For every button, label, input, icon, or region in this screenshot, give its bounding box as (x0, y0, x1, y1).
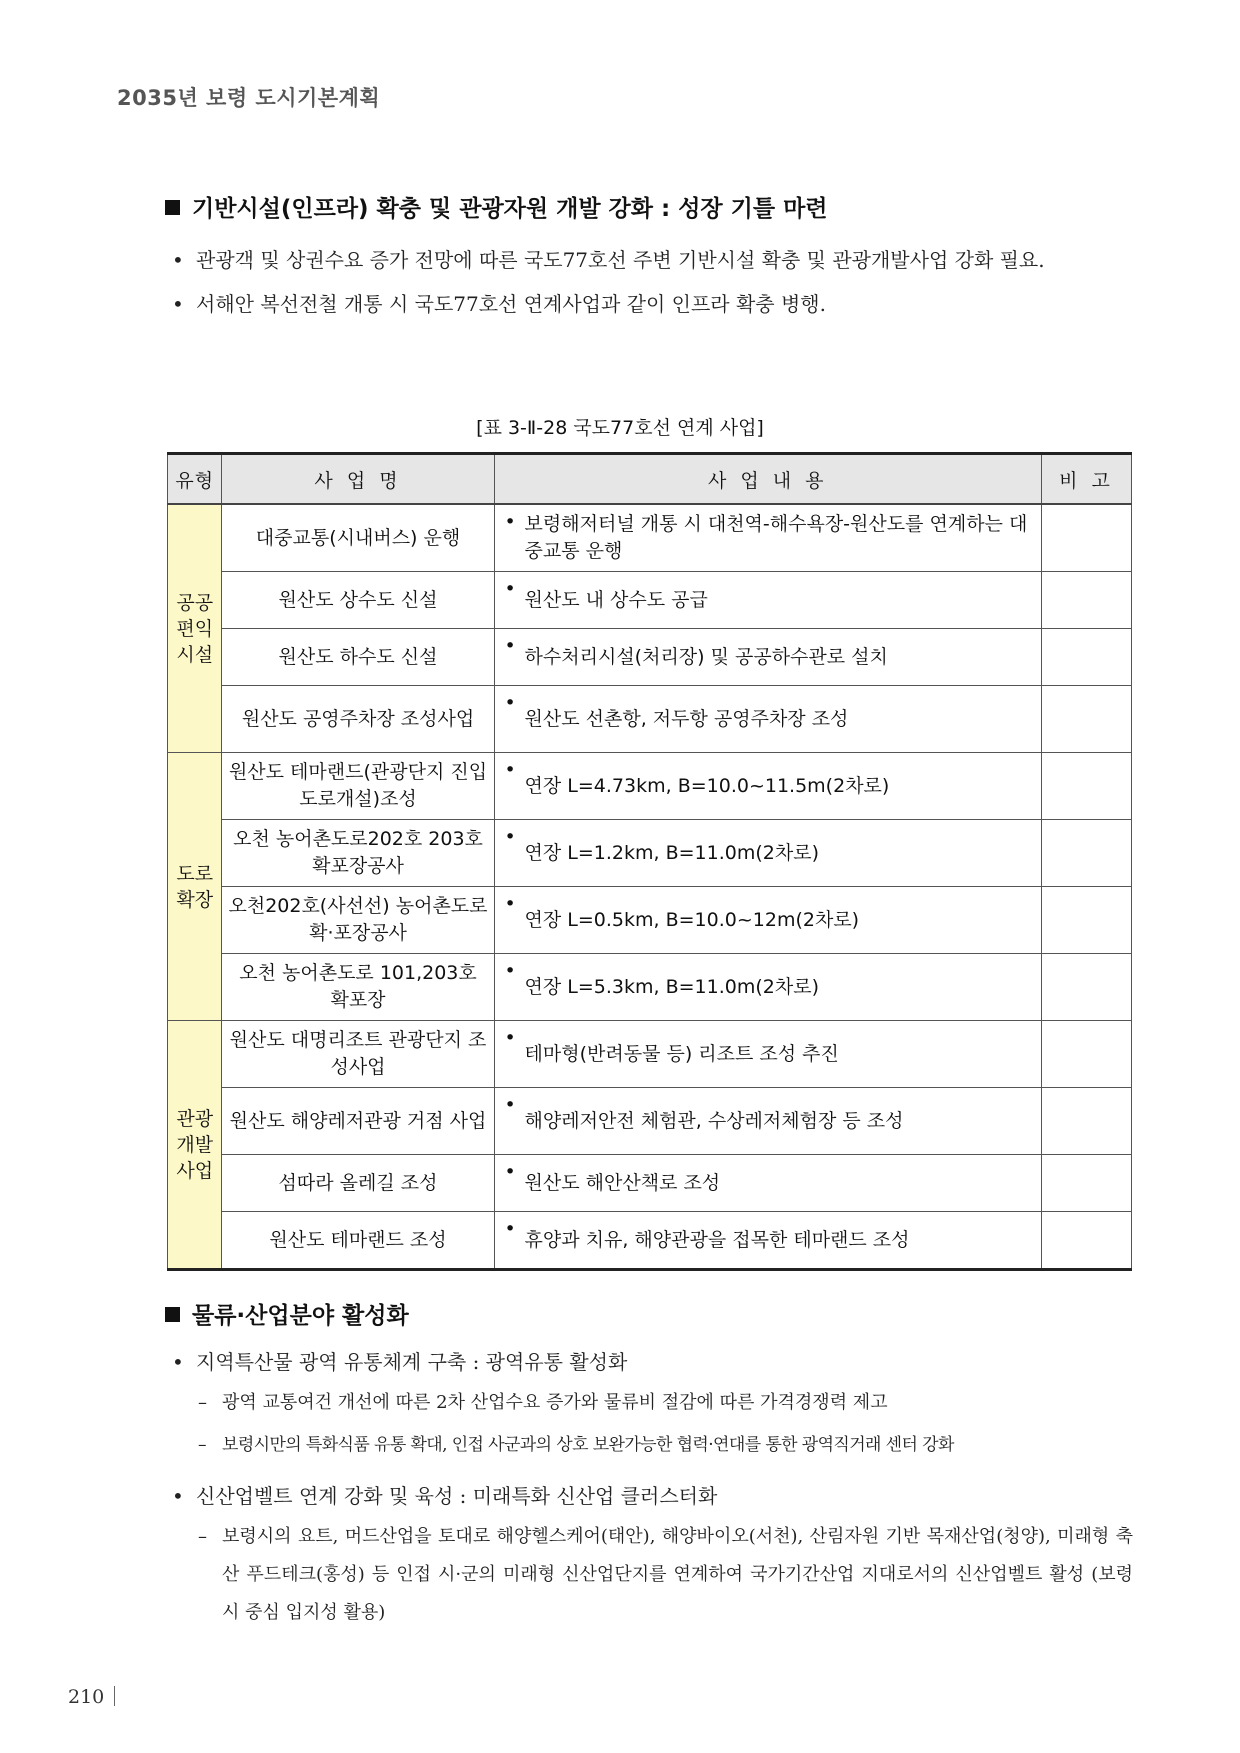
table-row (168, 572, 1132, 629)
bullet-item: • 신산업벨트 연계 강화 및 육성 : 미래특화 신산업 클러스터화 (170, 1478, 1130, 1514)
project-name: 원산도 해양레저관광 거점 사업 (222, 1088, 494, 1155)
project-note (1042, 954, 1132, 1021)
header-type: 유형 (168, 454, 222, 505)
running-header-title: 2035년 보령 도시기본계획 (117, 86, 381, 110)
sub-item: – 광역 교통여건 개선에 따른 2차 산업수요 증가와 물류비 절감에 따른 가격경쟁력 제고 (198, 1385, 1133, 1421)
header-note: 비 고 (1042, 454, 1132, 505)
project-content: • 하수처리시설(처리장) 및 공공하수관로 설치 (494, 629, 1041, 686)
sub-item: – 보령시만의 특화식품 유통 확대, 인접 사군과의 상호 보완가능한 협력·연대를 통한 광역직거래 센터 강화 (198, 1427, 1133, 1463)
project-content: • 테마형(반려동물 등) 리조트 조성 추진 (494, 1021, 1041, 1088)
type-line: 관광 (176, 1107, 214, 1130)
type-line: 편익 (176, 617, 214, 640)
project-content: • 휴양과 치유, 해양관광을 접목한 테마랜드 조성 (494, 1212, 1041, 1270)
table-row (168, 1212, 1132, 1270)
project-name: 섬따라 올레길 조성 (222, 1155, 494, 1212)
page-divider (114, 1686, 115, 1706)
section-heading-text: 기반시설(인프라) 확충 및 관광자원 개발 강화 : 성장 기틀 마련 (192, 196, 828, 222)
project-content: • 해양레저안전 체험관, 수상레저체험장 등 조성 (494, 1088, 1041, 1155)
header-content: 사 업 내 용 (494, 454, 1041, 505)
project-note (1042, 1088, 1132, 1155)
section2-sub-list (198, 1385, 1133, 1469)
project-name: 원산도 대명리조트 관광단지 조성사업 (222, 1021, 494, 1088)
bullet-item: • 서해안 복선전철 개통 시 국도77호선 연계사업과 같이 인프라 확충 병행. (170, 286, 1130, 322)
type-line: 공공 (176, 591, 214, 614)
sub-item: – 보령시의 요트, 머드산업을 토대로 해양헬스케어(태안), 해양바이오(서천), 산림자원 기반 목재산업(청양), 미래형 축산 푸드테크(홍성) 등 인접 시·군의 미래형 신산업단지를 연계하여 국가기간산업 지대로서의 신산업벨트 활성 (보령시 중심 입지성 활용) (198, 1518, 1133, 1632)
project-note (1042, 753, 1132, 820)
table-row (168, 753, 1132, 820)
bullet-item: • 관광객 및 상권수요 증가 전망에 따른 국도77호선 주변 기반시설 확충 및 관광개발사업 강화 필요. (170, 242, 1130, 278)
project-note (1042, 1212, 1132, 1270)
project-name: 원산도 공영주차장 조성사업 (222, 686, 494, 753)
project-name: 대중교통(시내버스) 운행 (222, 504, 494, 572)
project-name: 원산도 테마랜드 조성 (222, 1212, 494, 1270)
project-note (1042, 572, 1132, 629)
page-number (68, 1686, 115, 1708)
project-name: 원산도 하수도 신설 (222, 629, 494, 686)
page-number-text: 210 (68, 1686, 105, 1708)
project-note (1042, 1155, 1132, 1212)
type-line: 확장 (176, 888, 214, 911)
bullet-item: • 지역특산물 광역 유통체계 구축 : 광역유통 활성화 (170, 1344, 1130, 1380)
project-note (1042, 629, 1132, 686)
section2-bullet (170, 1478, 1130, 1522)
header-name: 사 업 명 (222, 454, 494, 505)
type-line: 사업 (176, 1159, 214, 1182)
project-name: 오천202호(사선선) 농어촌도로확·포장공사 (222, 887, 494, 954)
table-row (168, 504, 1132, 572)
project-content: • 보령해저터널 개통 시 대천역-해수욕장-원산도를 연계하는 대중교통 운행 (494, 504, 1041, 572)
project-content: • 원산도 선촌항, 저두항 공영주차장 조성 (494, 686, 1041, 753)
section1-bullet-list (170, 242, 1130, 330)
project-note (1042, 504, 1132, 572)
project-name: 원산도 테마랜드(관광단지 진입도로개설)조성 (222, 753, 494, 820)
table-header-row (168, 454, 1132, 505)
table-row (168, 686, 1132, 753)
table-row (168, 954, 1132, 1021)
table-row (168, 1088, 1132, 1155)
type-cell-road (168, 753, 222, 1021)
project-note (1042, 887, 1132, 954)
type-line: 개발 (176, 1133, 214, 1156)
square-bullet-icon (165, 200, 180, 215)
table-row (168, 820, 1132, 887)
table-row (168, 1155, 1132, 1212)
project-content: • 원산도 해안산책로 조성 (494, 1155, 1041, 1212)
section2-sub-list (198, 1518, 1133, 1638)
project-note (1042, 820, 1132, 887)
section-heading-text: 물류·산업분야 활성화 (192, 1303, 409, 1329)
section2-bullet (170, 1344, 1130, 1388)
table-row (168, 887, 1132, 954)
section-heading-infrastructure (165, 190, 828, 223)
project-content: • 연장 L=1.2km, B=11.0m(2차로) (494, 820, 1041, 887)
project-name: 원산도 상수도 신설 (222, 572, 494, 629)
project-name: 오천 농어촌도로 101,203호 확포장 (222, 954, 494, 1021)
table-row (168, 1021, 1132, 1088)
type-cell-tourism (168, 1021, 222, 1270)
table-caption: [표 3-Ⅱ-28 국도77호선 연계 사업] (476, 417, 764, 439)
project-note (1042, 1021, 1132, 1088)
section-heading-logistics (165, 1297, 409, 1330)
square-bullet-icon (165, 1307, 180, 1322)
project-content: • 연장 L=5.3km, B=11.0m(2차로) (494, 954, 1041, 1021)
project-content: • 연장 L=0.5km, B=10.0~12m(2차로) (494, 887, 1041, 954)
type-line: 도로 (176, 862, 214, 885)
type-cell-public (168, 504, 222, 753)
project-content: • 연장 L=4.73km, B=10.0~11.5m(2차로) (494, 753, 1041, 820)
project-content: • 원산도 내 상수도 공급 (494, 572, 1041, 629)
project-note (1042, 686, 1132, 753)
table-row (168, 629, 1132, 686)
type-line: 시설 (176, 643, 214, 666)
project-name: 오천 농어촌도로202호 203호확포장공사 (222, 820, 494, 887)
project-table (167, 452, 1132, 1271)
